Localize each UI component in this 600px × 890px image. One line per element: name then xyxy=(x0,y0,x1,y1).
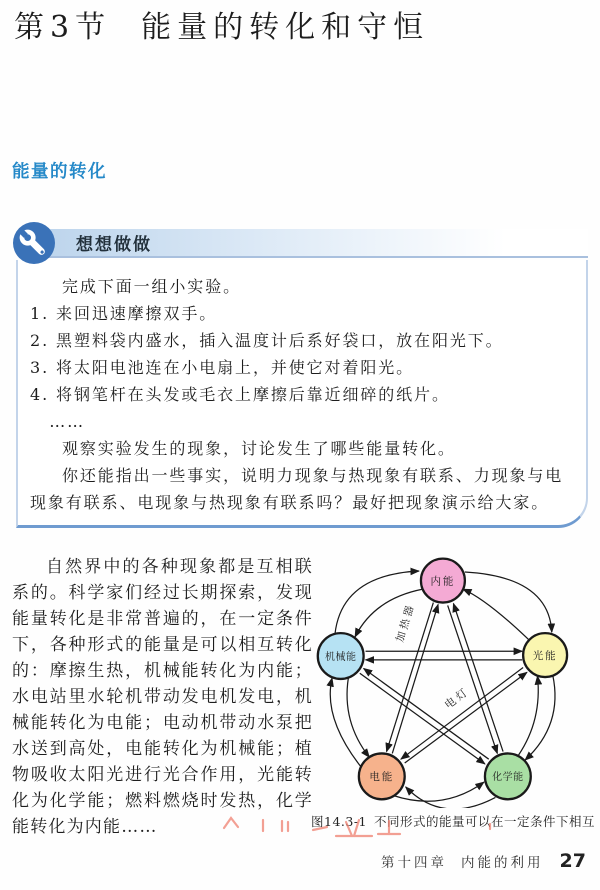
activity-box-header xyxy=(12,222,588,260)
section-number: 第3节 xyxy=(14,10,112,45)
page-number: 27 xyxy=(559,850,586,872)
subsection-heading: 能量的转化 xyxy=(12,162,107,182)
activity-observe: 观察实验发生的现象，讨论发生了哪些能量转化。 xyxy=(62,439,456,458)
svg-text:化学能: 化学能 xyxy=(492,772,524,784)
node-chemical-energy xyxy=(485,753,531,799)
page-footer xyxy=(381,850,586,872)
activity-intro: 完成下面一组小实验。 xyxy=(62,277,242,296)
activity-item: 3. 将太阳电池连在小电扇上，并使它对着阳光。 xyxy=(30,358,415,377)
svg-text:电能: 电能 xyxy=(369,771,395,784)
body-paragraph: 自然界中的各种现象都是互相联系的。科学家们经过长期探索，发现能量转化是非常普遍的，在一定条件下，各种形式的能量是可以相互转化的：摩擦生热，机械能转化为内能；水电站里水轮机带动发电机发电，机械能转化为电能；电动机带动水泵把水送到高处，电能转化为机械能；植物吸收太阳光进行光合作用，光能转化为化学能；燃料燃烧时发热，化学能转化为内能…… xyxy=(12,557,313,837)
figure-caption-text: 不同形式的能量可以在一定条件下相互 xyxy=(374,814,596,829)
svg-text:光能: 光能 xyxy=(532,649,558,662)
node-light-energy xyxy=(523,633,567,677)
lamp-label: 电灯 xyxy=(442,684,472,712)
activity-box-body xyxy=(16,260,588,528)
heater-label: 加热器 xyxy=(394,601,418,644)
main-content xyxy=(12,548,596,840)
section-title: 能量的转化和守恒 xyxy=(141,10,430,45)
energy-figure xyxy=(311,548,596,840)
activity-item: 1. 来回迅速摩擦双手。 xyxy=(30,304,218,323)
activity-header-label: 想想做做 xyxy=(76,235,152,255)
activity-challenge: 你还能指出一些事实，说明力现象与热现象有联系、力现象与电现象有联系、电现象与热现象有联系吗？最好把现象演示给大家。 xyxy=(30,466,564,512)
activity-item: 4. 将钢笔杆在头发或毛衣上摩擦后靠近细碎的纸片。 xyxy=(30,385,450,404)
figure-caption xyxy=(311,812,596,830)
svg-text:机械能: 机械能 xyxy=(324,651,357,663)
activity-ellipsis: …… xyxy=(49,412,85,431)
activity-item: 2. 黑塑料袋内盛水，插入温度计后系好袋口，放在阳光下。 xyxy=(30,331,504,350)
svg-text:内能: 内能 xyxy=(430,575,456,588)
wrench-icon xyxy=(12,221,56,265)
activity-header-bar xyxy=(38,229,588,258)
figure-caption-label: 图14.3-1 xyxy=(311,814,368,829)
node-internal-energy xyxy=(421,559,465,603)
page-title xyxy=(14,2,429,46)
energy-diagram xyxy=(313,548,590,808)
activity-box xyxy=(12,222,588,528)
chapter-label: 第十四章 xyxy=(381,855,448,871)
chapter-title: 内能的利用 xyxy=(461,855,544,871)
node-mechanical-energy xyxy=(318,633,364,679)
node-electrical-energy xyxy=(359,753,405,799)
diagonal-arrows xyxy=(360,603,527,764)
